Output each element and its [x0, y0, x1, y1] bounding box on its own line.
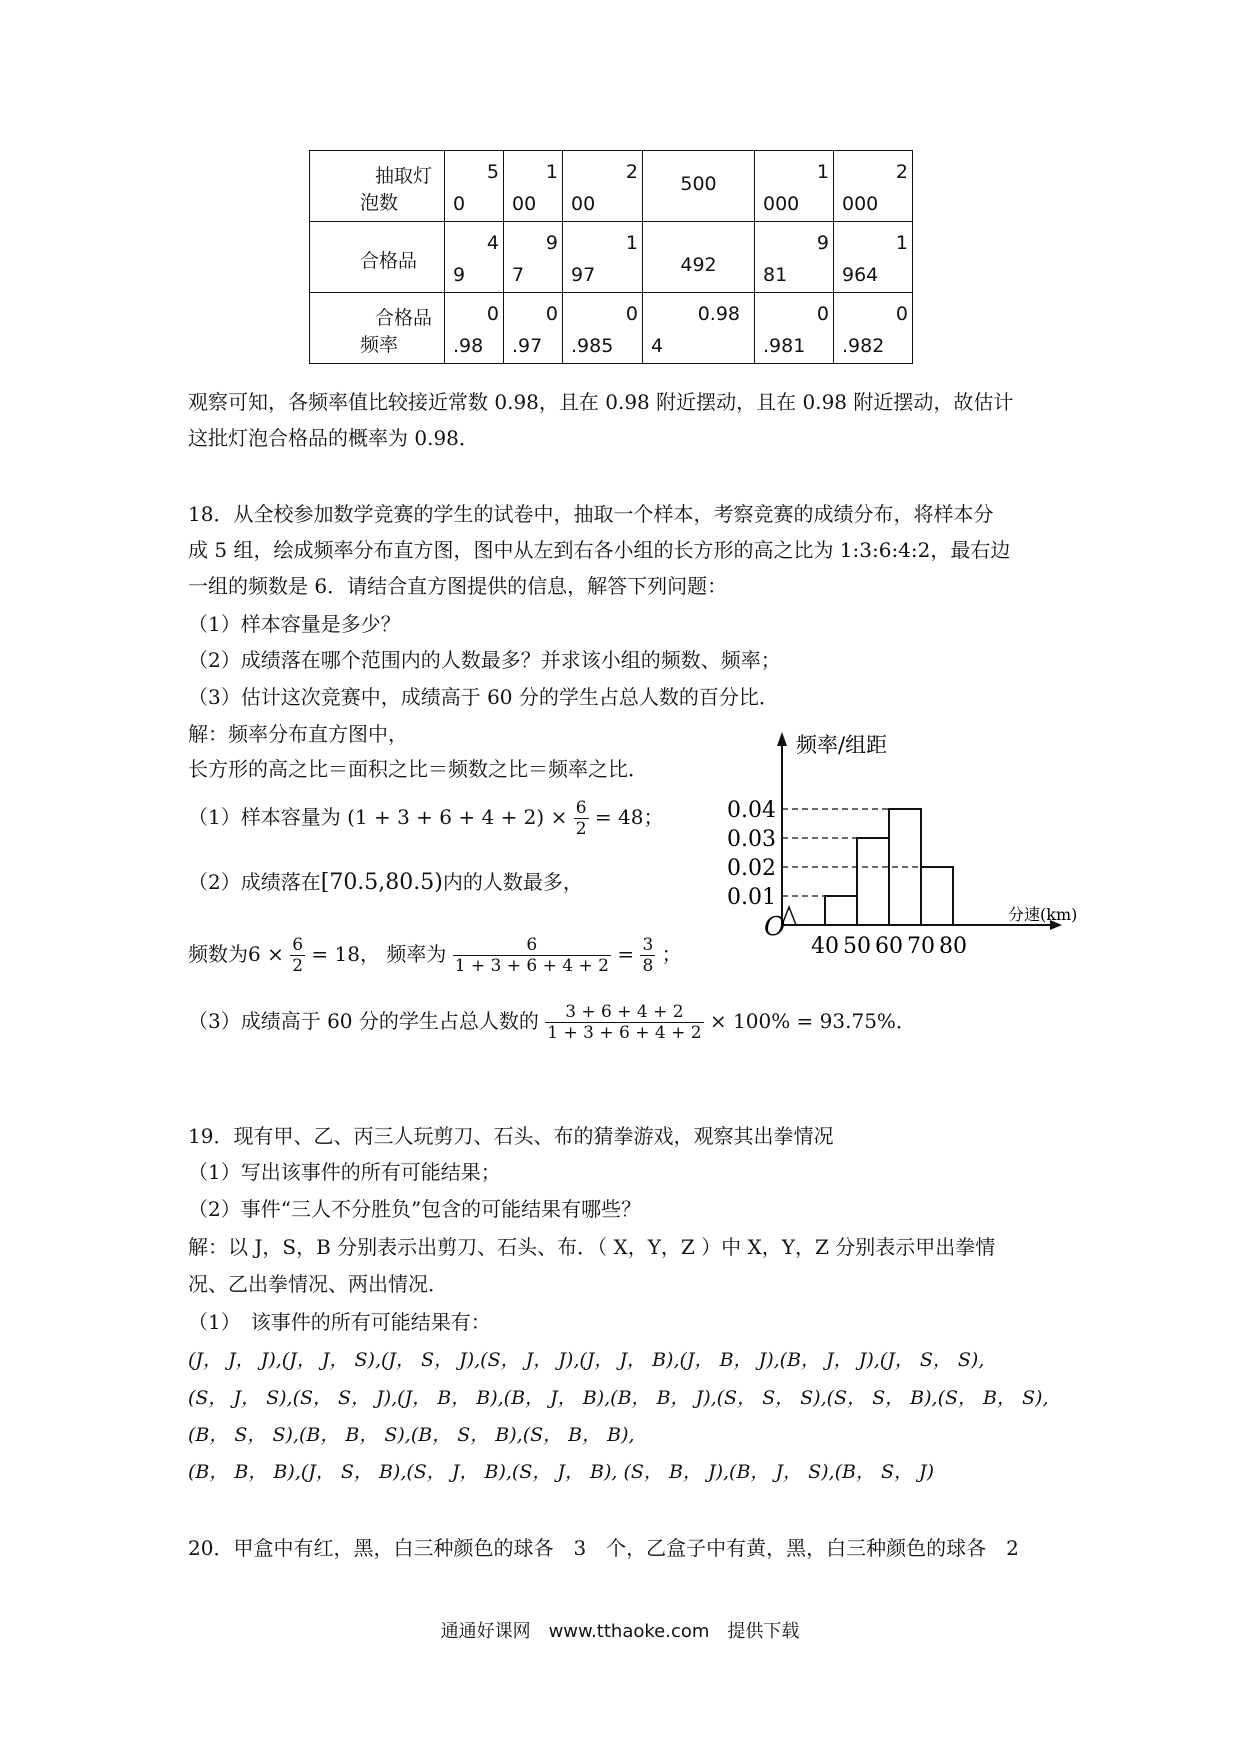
table-row	[310, 293, 913, 364]
solution-line: 解：频率分布直方图中，	[188, 722, 408, 746]
y-tick-label: 0.01	[727, 885, 776, 910]
origin-label: O	[764, 912, 786, 942]
row-header: 合格品	[310, 222, 445, 293]
header-label: 抽取灯	[374, 165, 432, 187]
fraction: $\frac{3 + 6 + 4 + 2}{1 + 3 + 6 + 4 + 2}$	[547, 1002, 702, 1043]
fraction: $\frac{6}{1 + 3 + 6 + 4 + 2}$	[454, 935, 609, 976]
paragraph: 这批灯泡合格品的概率为 0.98．	[188, 426, 479, 450]
x-tick-label: 60	[875, 934, 903, 953]
table-cell: 0 .985	[563, 293, 643, 364]
outcome-list: (B， S， S),(B， B， S),(B， S， B),(S， B， B),	[188, 1424, 635, 1446]
header-label: 泡数	[360, 192, 399, 214]
fraction: $\frac{3}{8}$	[642, 935, 654, 976]
table-cell: 5 0	[445, 151, 504, 222]
fraction: $\frac{6}{2}$	[292, 935, 304, 976]
outcome-list: (S， J， S),(S， S， J),(J， B， B),(B， J， B),(B， B， J),(S， S， S),(S， S， B),(S， B， S),	[188, 1387, 1049, 1409]
paragraph: 观察可知，各频率值比较接近常数 0.98，且在 0.98 附近摆动，且在 0.98 附近摆动，故估计	[188, 390, 1014, 414]
row-header: 合格品 频率	[310, 293, 445, 364]
table-cell: 4 9	[445, 222, 504, 293]
x-tick-label: 40	[811, 934, 839, 953]
y-axis-label: 频率/组距	[796, 733, 888, 757]
question-18: 18．从全校参加数学竞赛的学生的试卷中，抽取一个样本，考察竞赛的成绩分布，将样本分	[188, 502, 994, 526]
histogram-bar	[921, 867, 953, 925]
solution-line: 长方形的高之比＝面积之比＝频数之比＝频率之比．	[188, 757, 648, 781]
solution-line: 解：以 J，S，B 分别表示出剪刀、石头、布．（ X，Y，Z ）中 X，Y，Z 分别表示甲出拳情	[188, 1235, 996, 1259]
table-row	[310, 151, 913, 222]
histogram-bar	[857, 838, 889, 925]
data-table	[309, 150, 913, 364]
table-cell: 1 00	[504, 151, 563, 222]
sub-question: （1）写出该事件的所有可能结果；	[188, 1160, 501, 1184]
table-cell: 0 .98	[445, 293, 504, 364]
table-row	[310, 222, 913, 293]
x-axis-label: 分速(km)	[1008, 905, 1078, 924]
solution-2: （2）成绩落在[70.5,80.5)内的人数最多，	[188, 870, 583, 895]
table-cell: 1 000	[755, 151, 834, 222]
sub-question: （3）估计这次竞赛中，成绩高于 60 分的学生占总人数的百分比．	[188, 685, 779, 709]
question-19: 19．现有甲、乙、丙三人玩剪刀、石头、布的猜拳游戏，观察其出拳情况	[188, 1124, 834, 1148]
solution-3: （3）成绩高于 60 分的学生占总人数的 $\frac{3 + 6 + 4 + 2}{1 + 3 + 6 + 4 + 2}$ × 100% = 93.75%．	[188, 1002, 916, 1043]
table-cell: 0 .97	[504, 293, 563, 364]
y-tick-label: 0.03	[727, 827, 776, 852]
solution-2-frequency: 频数为6 × $\frac{6}{2}$ = 18， 频率为 $\frac{6}{1 + 3 + 6 + 4 + 2}$ = $\frac{3}{8}$ ；	[188, 935, 682, 976]
table-cell: 9 81	[755, 222, 834, 293]
solution-1: （1）样本容量为 (1 + 3 + 6 + 4 + 2) × $\frac{6}{2}$ = 48；	[188, 798, 664, 839]
table-cell: 2 000	[834, 151, 913, 222]
histogram-bar	[825, 896, 857, 925]
fraction: $\frac{6}{2}$	[575, 798, 587, 839]
table-cell: 0.98 4	[643, 293, 755, 364]
table-cell: 0 .981	[755, 293, 834, 364]
sub-question: （2）事件“三人不分胜负”包含的可能结果有哪些？	[188, 1197, 642, 1221]
outcome-list: (B， B， B),(J， S， B),(S， J， B),(S， J， B), (S， B， J),(B， J， S),(B， S， J)	[188, 1461, 935, 1483]
outcome-list: (J， J， J),(J， J， S),(J， S， J),(S， J， J),(J， J， B),(J， B， J),(B， J， J),(J， S， S),	[188, 1349, 985, 1371]
x-tick-label: 80	[939, 934, 967, 953]
question-20: 20．甲盒中有红，黑，白三种颜色的球各 3 个，乙盒子中有黄，黑，白三种颜色的球各 2	[188, 1536, 1019, 1560]
y-tick-label: 0.02	[727, 856, 776, 881]
table-cell: 1 97	[563, 222, 643, 293]
table-cell: 0 .982	[834, 293, 913, 364]
solution-line: （1） 该事件的所有可能结果有：	[188, 1310, 491, 1334]
x-tick-label: 70	[907, 934, 935, 953]
table-cell: 9 7	[504, 222, 563, 293]
x-tick-label: 50	[843, 934, 871, 953]
y-axis-arrow	[777, 732, 787, 746]
table-cell: 492	[643, 222, 755, 293]
histogram-chart	[720, 728, 1120, 953]
paragraph: 成 5 组，绘成频率分布直方图，图中从左到右各小组的长方形的高之比为 1:3:6:4:2，最右边	[188, 538, 1011, 562]
table-cell: 2 00	[563, 151, 643, 222]
paragraph: 一组的频数是 6．请结合直方图提供的信息，解答下列问题：	[188, 574, 728, 598]
row-header	[310, 151, 445, 222]
sub-question: （1）样本容量是多少？	[188, 612, 401, 636]
solution-line: 况、乙出拳情况、两出情况．	[188, 1272, 448, 1296]
table-cell: 1 964	[834, 222, 913, 293]
table-cell: 500	[643, 151, 755, 222]
page-footer: 通通好课网 www.tthaoke.com 提供下载	[440, 1621, 800, 1642]
y-tick-label: 0.04	[727, 798, 776, 823]
sub-question: （2）成绩落在哪个范围内的人数最多？并求该小组的频数、频率；	[188, 648, 781, 672]
